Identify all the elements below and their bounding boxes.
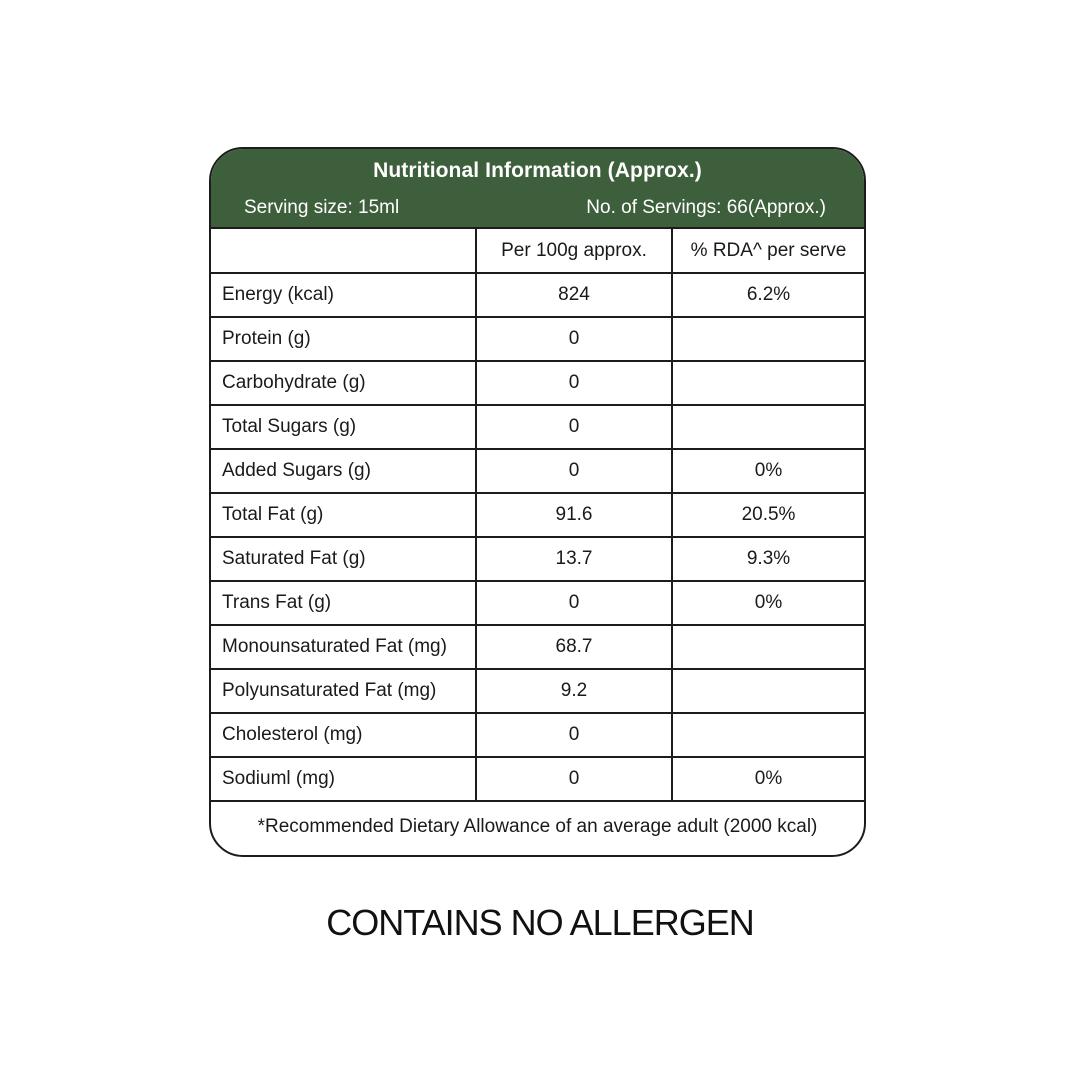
per-100g-value: 0 [476,757,672,801]
rda-value [672,317,864,361]
nutrient-label: Sodiuml (mg) [211,757,476,801]
nutrient-label: Cholesterol (mg) [211,713,476,757]
rda-value: 9.3% [672,537,864,581]
nutrition-panel [209,147,866,857]
nutrient-label: Added Sugars (g) [211,449,476,493]
nutrient-label: Total Sugars (g) [211,405,476,449]
nutrient-label: Polyunsaturated Fat (mg) [211,669,476,713]
per-100g-value: 824 [476,273,672,317]
rda-value [672,405,864,449]
panel-title: Nutritional Information (Approx.) [373,159,702,182]
per-100g-value: 0 [476,317,672,361]
rda-value: 0% [672,757,864,801]
rda-value [672,713,864,757]
table-row [211,625,864,669]
nutrient-label: Energy (kcal) [211,273,476,317]
rda-value: 20.5% [672,493,864,537]
rda-value [672,625,864,669]
nutrition-table [211,229,864,802]
rda-value [672,361,864,405]
table-row [211,449,864,493]
nutrient-label: Monounsaturated Fat (mg) [211,625,476,669]
per-100g-value: 0 [476,449,672,493]
footnote: *Recommended Dietary Allowance of an average adult (2000 kcal) [257,816,818,837]
nutrient-label: Protein (g) [211,317,476,361]
header-cell-per-100g: Per 100g approx. [476,229,672,273]
rda-value: 0% [672,581,864,625]
table-row [211,317,864,361]
panel-header [211,149,864,229]
servings-count: No. of Servings: 66(Approx.) [586,197,826,218]
per-100g-value: 9.2 [476,669,672,713]
rda-value: 0% [672,449,864,493]
header-cell-rda: % RDA^ per serve [672,229,864,273]
nutrient-label: Total Fat (g) [211,493,476,537]
serving-size: Serving size: 15ml [244,197,400,218]
table-row [211,405,864,449]
per-100g-value: 0 [476,361,672,405]
rda-value [672,669,864,713]
table-row [211,493,864,537]
per-100g-value: 13.7 [476,537,672,581]
header-cell-nutrient [211,229,476,273]
per-100g-value: 91.6 [476,493,672,537]
nutrient-label: Trans Fat (g) [211,581,476,625]
table-header-row [211,229,864,273]
per-100g-value: 0 [476,713,672,757]
per-100g-value: 68.7 [476,625,672,669]
per-100g-value: 0 [476,581,672,625]
table-row [211,669,864,713]
rda-value: 6.2% [672,273,864,317]
nutrient-label: Carbohydrate (g) [211,361,476,405]
table-row [211,273,864,317]
nutrient-label: Saturated Fat (g) [211,537,476,581]
allergen-notice: CONTAINS NO ALLERGEN [326,902,754,943]
table-row [211,581,864,625]
per-100g-value: 0 [476,405,672,449]
table-row [211,537,864,581]
table-row [211,757,864,801]
table-row [211,361,864,405]
table-row [211,713,864,757]
